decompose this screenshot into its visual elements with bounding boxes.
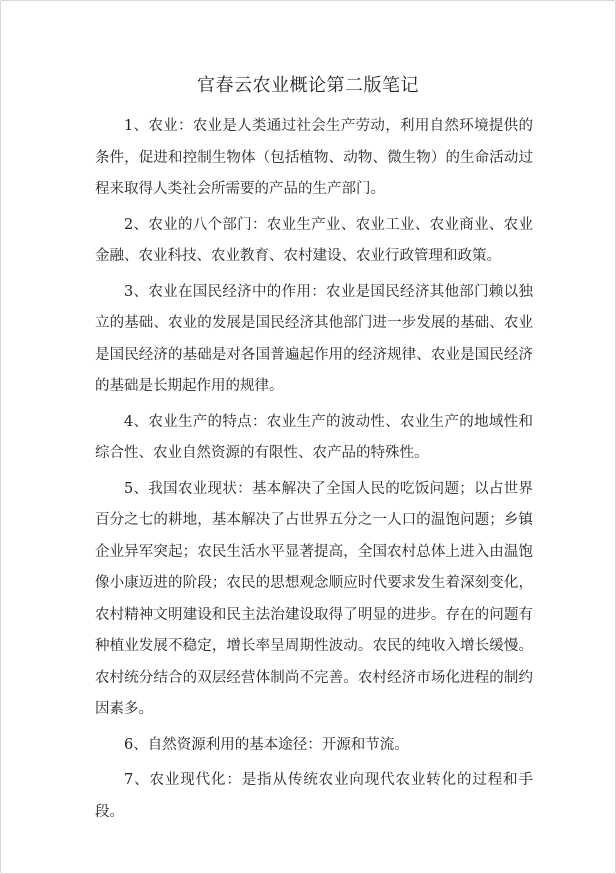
document-body: [95, 111, 533, 832]
paragraph-5: 5、我国农业现状：基本解决了全国人民的吃饭问题；以占世界百分之七的耕地，基本解决了占世界五分之一人口的温饱问题；乡镇企业异军突起；农民生活水平显著提高，全国农村总体上进入由温饱像小康迈进的阶段；农民的思想观念顺应时代要求发生着深刻变化，农村精神文明建设和民主法治建设取得了明显的进步。存在的问题有种植业发展不稳定，增长率呈周期性波动。农民的纯收入增长缓慢。农村统分结合的双层经营体制尚不完善。农村经济市场化进程的制约因素多。: [95, 480, 533, 717]
paragraph-1: 1、农业：农业是人类通过社会生产劳动，利用自然环境提供的条件，促进和控制生物体（包括植物、动物、微生物）的生命活动过程来取得人类社会所需要的产品的生产部门。: [95, 118, 533, 197]
paragraph-2: 2、农业的八个部门：农业生产业、农业工业、农业商业、农业金融、农业科技、农业教育、农村建设、农业行政管理和政策。: [95, 216, 533, 264]
paragraph-6: 6、自然资源利用的基本途径：开源和节流。: [124, 736, 409, 753]
document-title: 官春云农业概论第二版笔记: [197, 75, 419, 96]
paragraph-3: 3、农业在国民经济中的作用：农业是国民经济其他部门赖以独立的基础、农业的发展是国民经济其他部门进一步发展的基础、农业是国民经济的基础是对各国普遍起作用的经济规律、农业是国民经济的基础是长期起作用的规律。: [95, 283, 533, 394]
paragraph-4: 4、农业生产的特点：农业生产的波动性、农业生产的地域性和综合性、农业自然资源的有限性、农产品的特殊性。: [95, 413, 533, 461]
paragraph-7: 7、农业现代化：是指从传统农业向现代农业转化的过程和手段。: [95, 772, 533, 820]
